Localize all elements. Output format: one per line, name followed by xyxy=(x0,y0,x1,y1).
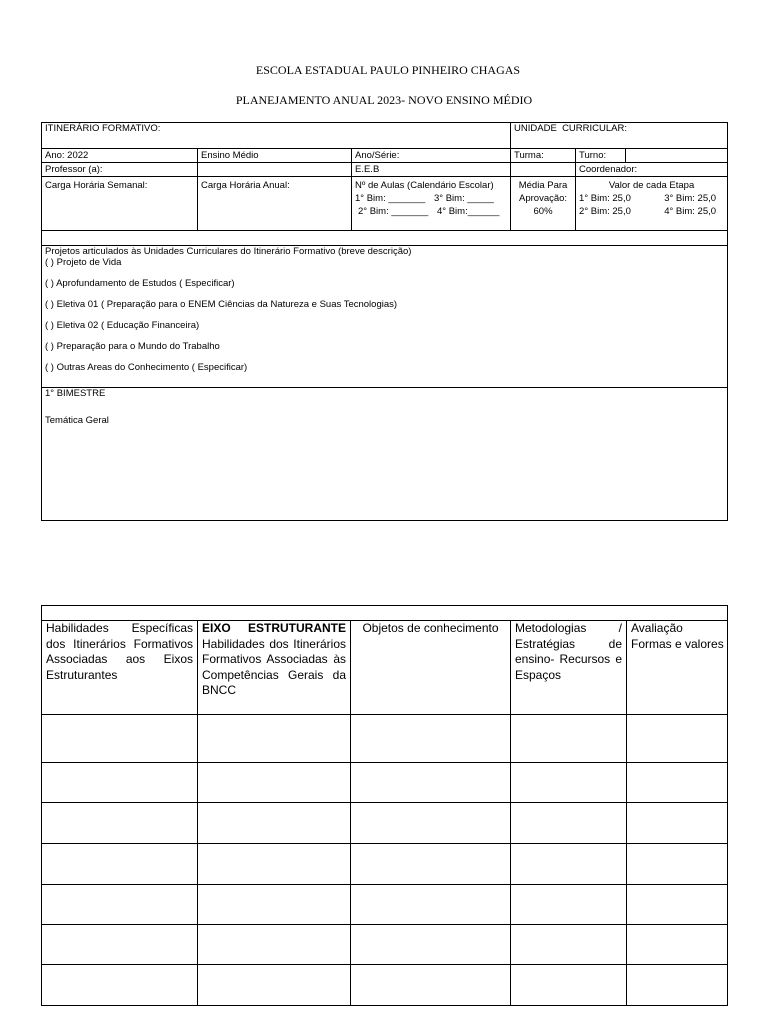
aulas-bim4: 4° Bim:______ xyxy=(437,206,500,217)
ano-label: Ano: 2022 xyxy=(45,150,89,161)
carga-anual-label: Carga Horária Anual: xyxy=(201,180,290,191)
plan-table-top-row xyxy=(42,606,728,621)
plan-cell xyxy=(351,885,511,925)
table-row xyxy=(42,803,728,844)
projeto-item: ( ) Eletiva 01 ( Preparação para o ENEM Ciências da Natureza e Suas Tecnologias) xyxy=(45,299,398,310)
valor-line-1 xyxy=(579,192,724,205)
ano-cell xyxy=(42,149,198,163)
ensino-label: Ensino Médio xyxy=(201,150,259,161)
empty-cell xyxy=(511,163,576,177)
carga-semanal-label: Carga Horária Semanal: xyxy=(45,180,148,191)
valor-bim4: 4° Bim: 25,0 xyxy=(664,206,717,217)
ano-serie-label: Ano/Série: xyxy=(355,150,400,161)
header-metodologias-text: Metodologias / Estratégias de ensino- Recursos e Espaços xyxy=(515,621,622,682)
valor-bim3: 3° Bim: 25,0 xyxy=(664,193,717,204)
header-objetos xyxy=(351,621,511,715)
plan-cell xyxy=(42,925,198,965)
info-table xyxy=(41,122,728,521)
plan-cell xyxy=(198,803,351,844)
plan-cell xyxy=(198,715,351,763)
school-name: ESCOLA ESTADUAL PAULO PINHEIRO CHAGAS xyxy=(255,63,521,77)
plan-cell xyxy=(627,925,728,965)
media-line-2: Aprovação: xyxy=(519,193,568,204)
media-value: 60% xyxy=(533,206,553,217)
plan-cell xyxy=(627,965,728,1006)
bimestre-cell xyxy=(42,388,728,521)
valor-title: Valor de cada Etapa xyxy=(608,180,695,191)
projeto-item: ( ) Projeto de Vida xyxy=(45,257,122,268)
media-cell xyxy=(511,177,576,231)
empty-cell xyxy=(42,606,728,621)
unidade-curricular-label: UNIDADE CURRICULAR: xyxy=(514,123,627,134)
info-row-professor xyxy=(42,163,728,177)
itinerario-cell xyxy=(42,123,511,149)
plan-cell xyxy=(511,763,627,803)
plan-cell xyxy=(627,715,728,763)
carga-anual-cell xyxy=(198,177,352,231)
plan-title: PLANEJAMENTO ANUAL 2023- NOVO ENSINO MÉDIO xyxy=(235,93,533,107)
plan-cell xyxy=(351,844,511,885)
projeto-item: ( ) Outras Areas do Conhecimento ( Especificar) xyxy=(45,362,248,373)
header-eixo-estruturante xyxy=(198,621,351,715)
coordenador-cell xyxy=(576,163,728,177)
plan-cell xyxy=(198,844,351,885)
coordenador-label: Coordenador: xyxy=(579,164,638,175)
plan-cell xyxy=(351,763,511,803)
plan-cell xyxy=(42,763,198,803)
plan-cell xyxy=(351,715,511,763)
info-row-ano xyxy=(42,149,728,163)
plan-cell xyxy=(627,844,728,885)
aulas-bim1: 1° Bim: _______ xyxy=(355,193,426,204)
projeto-item: ( ) Preparação para o Mundo do Trabalho xyxy=(45,341,220,352)
plan-cell xyxy=(511,885,627,925)
plan-cell xyxy=(198,925,351,965)
info-row-spacer xyxy=(42,231,728,246)
eeb-cell xyxy=(352,163,511,177)
plan-cell xyxy=(42,965,198,1006)
aulas-line-2 xyxy=(355,205,507,218)
plan-cell xyxy=(627,885,728,925)
eixo-estruturante-label: EIXO ESTRUTURANTE xyxy=(202,621,346,635)
plan-cell xyxy=(42,803,198,844)
plan-cell xyxy=(198,965,351,1006)
table-row xyxy=(42,925,728,965)
plan-cell xyxy=(627,803,728,844)
info-row-itinerario xyxy=(42,123,728,149)
aulas-bim3: 3° Bim: _____ xyxy=(434,193,494,204)
turno-label: Turno: xyxy=(579,150,607,161)
plan-cell xyxy=(511,965,627,1006)
ano-serie-cell xyxy=(352,149,511,163)
info-row-carga xyxy=(42,177,728,231)
info-row-projetos xyxy=(42,246,728,388)
header-objetos-text: Objetos de conhecimento xyxy=(362,621,499,635)
media-line-1: Média Para xyxy=(518,180,568,191)
projetos-title: Projetos articulados às Unidades Curriculares do Itinerário Formativo (breve descrição) xyxy=(45,246,412,257)
plan-cell xyxy=(627,763,728,803)
aulas-cell xyxy=(352,177,511,231)
valor-line-2 xyxy=(579,205,724,218)
header-metodologias xyxy=(511,621,627,715)
header-habilidades-especificas xyxy=(42,621,198,715)
aulas-line-1 xyxy=(355,192,507,205)
header-habilidades-especificas-text: Habilidades Específicas dos Itinerários Formativos Associadas aos Eixos Estruturantes xyxy=(46,621,193,682)
table-row xyxy=(42,715,728,763)
plan-cell xyxy=(511,844,627,885)
plan-table xyxy=(41,605,728,1006)
professor-cell xyxy=(42,163,198,177)
ensino-cell xyxy=(198,149,352,163)
plan-table-header-row xyxy=(42,621,728,715)
empty-cell xyxy=(198,163,352,177)
tematica-label: Temática Geral xyxy=(45,415,109,426)
turma-label: Turma: xyxy=(514,150,544,161)
header-avaliacao-line-1: Avaliação xyxy=(631,621,683,635)
header-avaliacao xyxy=(627,621,728,715)
turma-cell xyxy=(511,149,576,163)
bimestre-label: 1° BIMESTRE xyxy=(45,388,106,399)
projeto-item: ( ) Eletiva 02 ( Educação Financeira) xyxy=(45,320,200,331)
aulas-bim2: 2° Bim: _______ xyxy=(358,206,429,217)
plan-cell xyxy=(511,715,627,763)
unidade-curricular-cell xyxy=(511,123,728,149)
plan-cell xyxy=(42,844,198,885)
empty-cell xyxy=(42,231,728,246)
carga-semanal-cell xyxy=(42,177,198,231)
projeto-item: ( ) Aprofundamento de Estudos ( Especificar) xyxy=(45,278,235,289)
plan-cell xyxy=(511,925,627,965)
itinerario-label: ITINERÁRIO FORMATIVO: xyxy=(45,123,161,134)
turno-cell xyxy=(576,149,626,163)
projetos-block xyxy=(45,246,724,373)
valor-bim2: 2° Bim: 25,0 xyxy=(579,206,631,217)
table-row xyxy=(42,763,728,803)
plan-cell xyxy=(198,763,351,803)
aulas-title: Nº de Aulas (Calendário Escolar) xyxy=(355,180,494,191)
table-row xyxy=(42,965,728,1006)
empty-cell xyxy=(626,149,728,163)
plan-cell xyxy=(351,803,511,844)
header-eixo-estruturante-text: Habilidades dos Itinerários Formativos Associadas às Competências Gerais da BNCC xyxy=(202,636,346,697)
plan-cell xyxy=(42,885,198,925)
eeb-label: E.E.B xyxy=(355,164,380,175)
professor-label: Professor (a): xyxy=(45,164,103,175)
projetos-cell xyxy=(42,246,728,388)
info-row-bimestre xyxy=(42,388,728,521)
header-avaliacao-line-2: Formas e valores xyxy=(631,636,724,651)
plan-cell xyxy=(351,925,511,965)
plan-cell xyxy=(351,965,511,1006)
valor-bim1: 1° Bim: 25,0 xyxy=(579,193,631,204)
plan-cell xyxy=(42,715,198,763)
valor-cell xyxy=(576,177,728,231)
plan-cell xyxy=(198,885,351,925)
table-row xyxy=(42,885,728,925)
plan-cell xyxy=(511,803,627,844)
table-row xyxy=(42,844,728,885)
